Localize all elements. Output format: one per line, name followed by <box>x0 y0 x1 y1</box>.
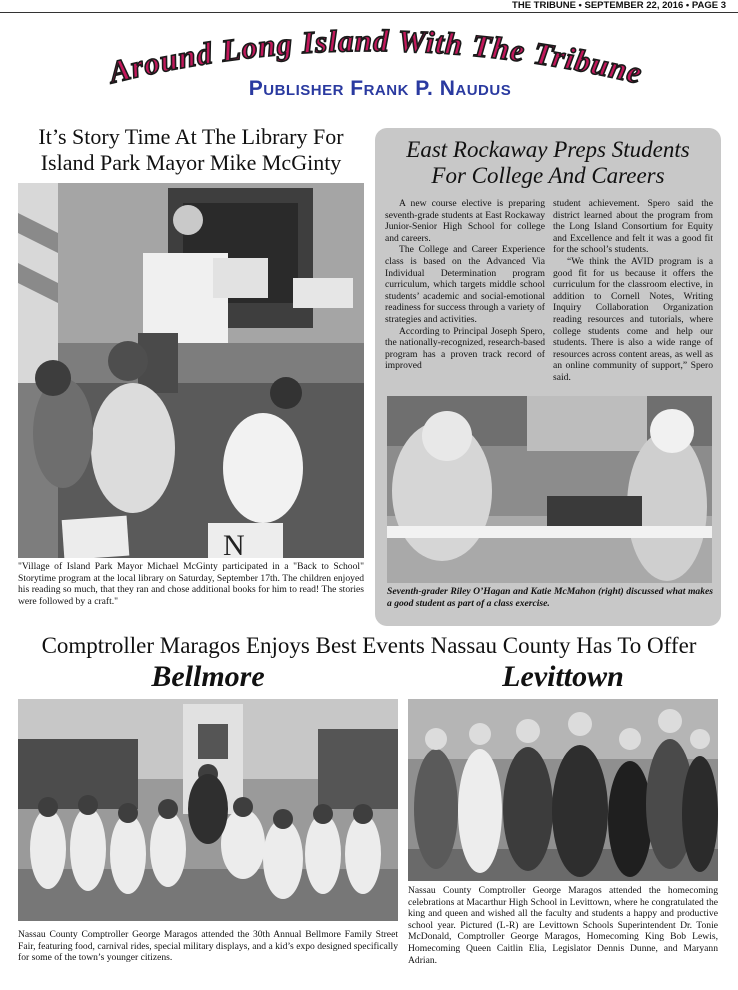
story3-headline: Comptroller Maragos Enjoys Best Events Nassau County Has To Offer <box>41 633 697 658</box>
story1-headline <box>18 124 364 176</box>
publisher-line: Publisher Frank P. Naudus <box>248 77 512 100</box>
story1-photo <box>18 183 364 558</box>
story2-caption: Seventh-grader Riley O’Hagan and Katie McMahon (right) discussed what makes a good student as part of a class exercise. <box>387 586 713 609</box>
bellmore-photo <box>18 699 398 921</box>
bellmore-title: Bellmore <box>151 660 265 693</box>
story2-headline-line1: East Rockaway Preps Students <box>406 137 690 162</box>
story2-paragraph: The College and Career Experience class is based on the Advanced Via Individual Determination program curriculum, which targets middle school students’ academic and social-emotional readiness for success through a variety of strategies and activities. <box>385 244 545 325</box>
running-head: THE TRIBUNE • SEPTEMBER 22, 2016 • PAGE 3 <box>0 0 738 13</box>
story2-column-1 <box>385 198 545 372</box>
story2-paragraph: student achievement. Spero said the district learned about the program from the Long Island Consortium for Equity and Excellence and felt it was a good fit for the school’s students. <box>553 198 713 256</box>
story2-paragraph: “We think the AVID program is a good fit for us because it offers the curriculum for the classroom elective, in addition to Cornell Notes, Writing Inquiry Collaboration Organization reading resources and tutorials, where college students come and help our students. There is also a wide range of resources across content areas, as well as an online community of support,” Spero said. <box>553 255 713 383</box>
levittown-title: Levittown <box>502 660 624 693</box>
story2-photo <box>387 396 712 583</box>
levittown-caption: Nassau County Comptroller George Maragos attended the homecoming celebrations at Macarthur High School in Levittown, where he congratulated the king and queen and wished all the faculty and students a happy and productive school year. Pictured (L-R) are Levittown Schools Superintendent Dr. Tonie McDonald, Comptroller George Maragos, Homecoming King Bob Lewis, Homecoming Queen Caitlin Elia, Legislator Dennis Dunne, and Maryann Adrian. <box>408 885 718 966</box>
story2-headline <box>385 137 711 189</box>
story2-column-2 <box>553 198 713 384</box>
bellmore-caption: Nassau County Comptroller George Maragos attended the 30th Annual Bellmore Family Street Fair, featuring food, carnival rides, special military displays, and a kid’s expo designed specifically for some of the town’s younger citizens. <box>18 929 398 964</box>
story2-paragraph: According to Principal Joseph Spero, the nationally-recognized, research-based program has a proven track record of improved <box>385 325 545 372</box>
story2-headline-line2: For College And Careers <box>431 163 665 188</box>
book-letter: N <box>223 529 245 558</box>
levittown-photo <box>408 699 718 881</box>
story1-headline-line2: Island Park Mayor Mike McGinty <box>40 150 342 175</box>
story2-paragraph: A new course elective is preparing seventh-grade students at East Rockaway Junior-Senior High School for college and careers. <box>385 198 545 244</box>
banner-text: Around Long Island With The Tribune <box>105 22 647 91</box>
story1-headline-line1: It’s Story Time At The Library For <box>38 124 344 149</box>
story1-caption: "Village of Island Park Mayor Michael McGinty participated in a "Back to School" Storytime program at the local library on Saturday, September 17th. The children enjoyed his reading so much, that they ran and chose additional books for him to read! The stories were followed by a craft." <box>18 561 364 607</box>
